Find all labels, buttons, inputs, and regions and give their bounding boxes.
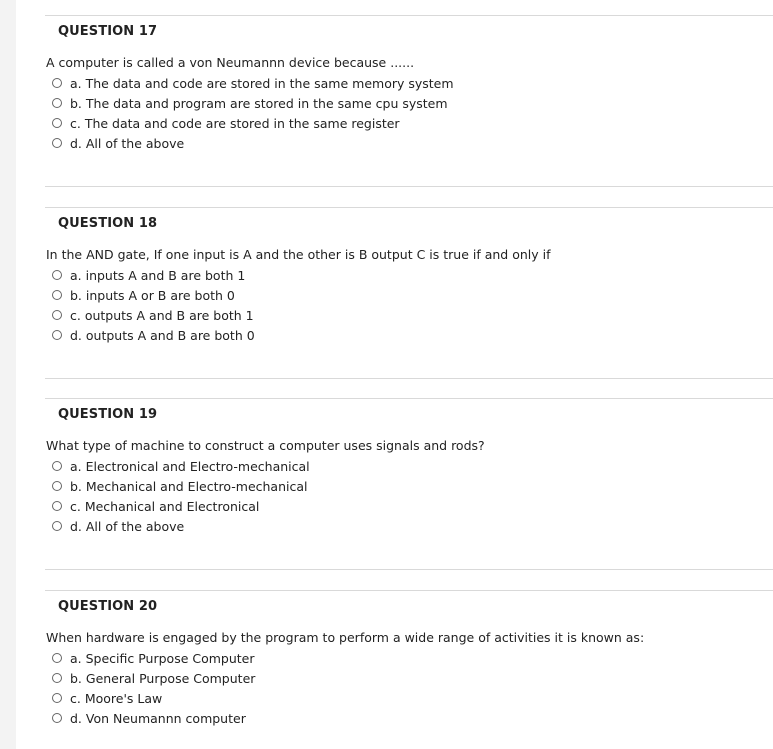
radio-button[interactable] (52, 501, 62, 511)
option-d[interactable] (52, 516, 310, 536)
answer-options (52, 265, 255, 345)
option-a[interactable] (52, 648, 255, 668)
radio-button[interactable] (52, 330, 62, 340)
option-label[interactable]: d. All of the above (70, 135, 185, 151)
option-label[interactable]: b. General Purpose Computer (70, 670, 256, 686)
radio-button[interactable] (52, 713, 62, 723)
option-label[interactable]: b. The data and program are stored in the same cpu system (70, 95, 448, 111)
option-c[interactable] (52, 496, 310, 516)
question-text: What type of machine to construct a computer uses signals and rods? (46, 438, 485, 453)
radio-button[interactable] (52, 310, 62, 320)
option-label[interactable]: a. The data and code are stored in the same memory system (70, 75, 454, 91)
option-a[interactable] (52, 73, 454, 93)
question-title: QUESTION 17 (58, 24, 158, 39)
option-label[interactable]: c. Moore's Law (70, 690, 163, 706)
option-c[interactable] (52, 688, 255, 708)
option-c[interactable] (52, 305, 255, 325)
option-label[interactable]: a. Electronical and Electro-mechanical (70, 458, 310, 474)
question-title: QUESTION 20 (58, 599, 158, 614)
question-header (45, 398, 773, 431)
answer-options (52, 456, 310, 536)
radio-button[interactable] (52, 461, 62, 471)
option-label[interactable]: b. inputs A or B are both 0 (70, 287, 235, 303)
radio-button[interactable] (52, 270, 62, 280)
divider (45, 378, 773, 379)
radio-button[interactable] (52, 118, 62, 128)
option-a[interactable] (52, 456, 310, 476)
option-label[interactable]: c. outputs A and B are both 1 (70, 307, 254, 323)
radio-button[interactable] (52, 521, 62, 531)
option-label[interactable]: d. Von Neumannn computer (70, 710, 246, 726)
radio-button[interactable] (52, 673, 62, 683)
radio-button[interactable] (52, 138, 62, 148)
radio-button[interactable] (52, 481, 62, 491)
option-label[interactable]: d. All of the above (70, 518, 185, 534)
option-label[interactable]: a. Specific Purpose Computer (70, 650, 255, 666)
question-text: In the AND gate, If one input is A and the other is B output C is true if and only if (46, 247, 551, 262)
question-title: QUESTION 18 (58, 216, 158, 231)
option-b[interactable] (52, 285, 255, 305)
option-label[interactable]: a. inputs A and B are both 1 (70, 267, 246, 283)
question-title: QUESTION 19 (58, 407, 158, 422)
option-c[interactable] (52, 113, 454, 133)
option-b[interactable] (52, 476, 310, 496)
answer-options (52, 73, 454, 153)
radio-button[interactable] (52, 98, 62, 108)
option-label[interactable]: b. Mechanical and Electro-mechanical (70, 478, 308, 494)
radio-button[interactable] (52, 78, 62, 88)
option-d[interactable] (52, 325, 255, 345)
option-label[interactable]: c. The data and code are stored in the same register (70, 115, 400, 131)
left-rail (0, 0, 16, 749)
radio-button[interactable] (52, 653, 62, 663)
option-label[interactable]: d. outputs A and B are both 0 (70, 327, 255, 343)
question-text: When hardware is engaged by the program to perform a wide range of activities it is known as: (46, 630, 645, 645)
answer-options (52, 648, 255, 728)
divider (45, 569, 773, 570)
option-d[interactable] (52, 708, 255, 728)
option-b[interactable] (52, 93, 454, 113)
question-text: A computer is called a von Neumannn device because ...... (46, 55, 415, 70)
divider (45, 186, 773, 187)
question-header (45, 590, 773, 623)
option-b[interactable] (52, 668, 255, 688)
radio-button[interactable] (52, 290, 62, 300)
option-d[interactable] (52, 133, 454, 153)
question-header (45, 15, 773, 48)
question-header (45, 207, 773, 240)
option-label[interactable]: c. Mechanical and Electronical (70, 498, 260, 514)
radio-button[interactable] (52, 693, 62, 703)
option-a[interactable] (52, 265, 255, 285)
